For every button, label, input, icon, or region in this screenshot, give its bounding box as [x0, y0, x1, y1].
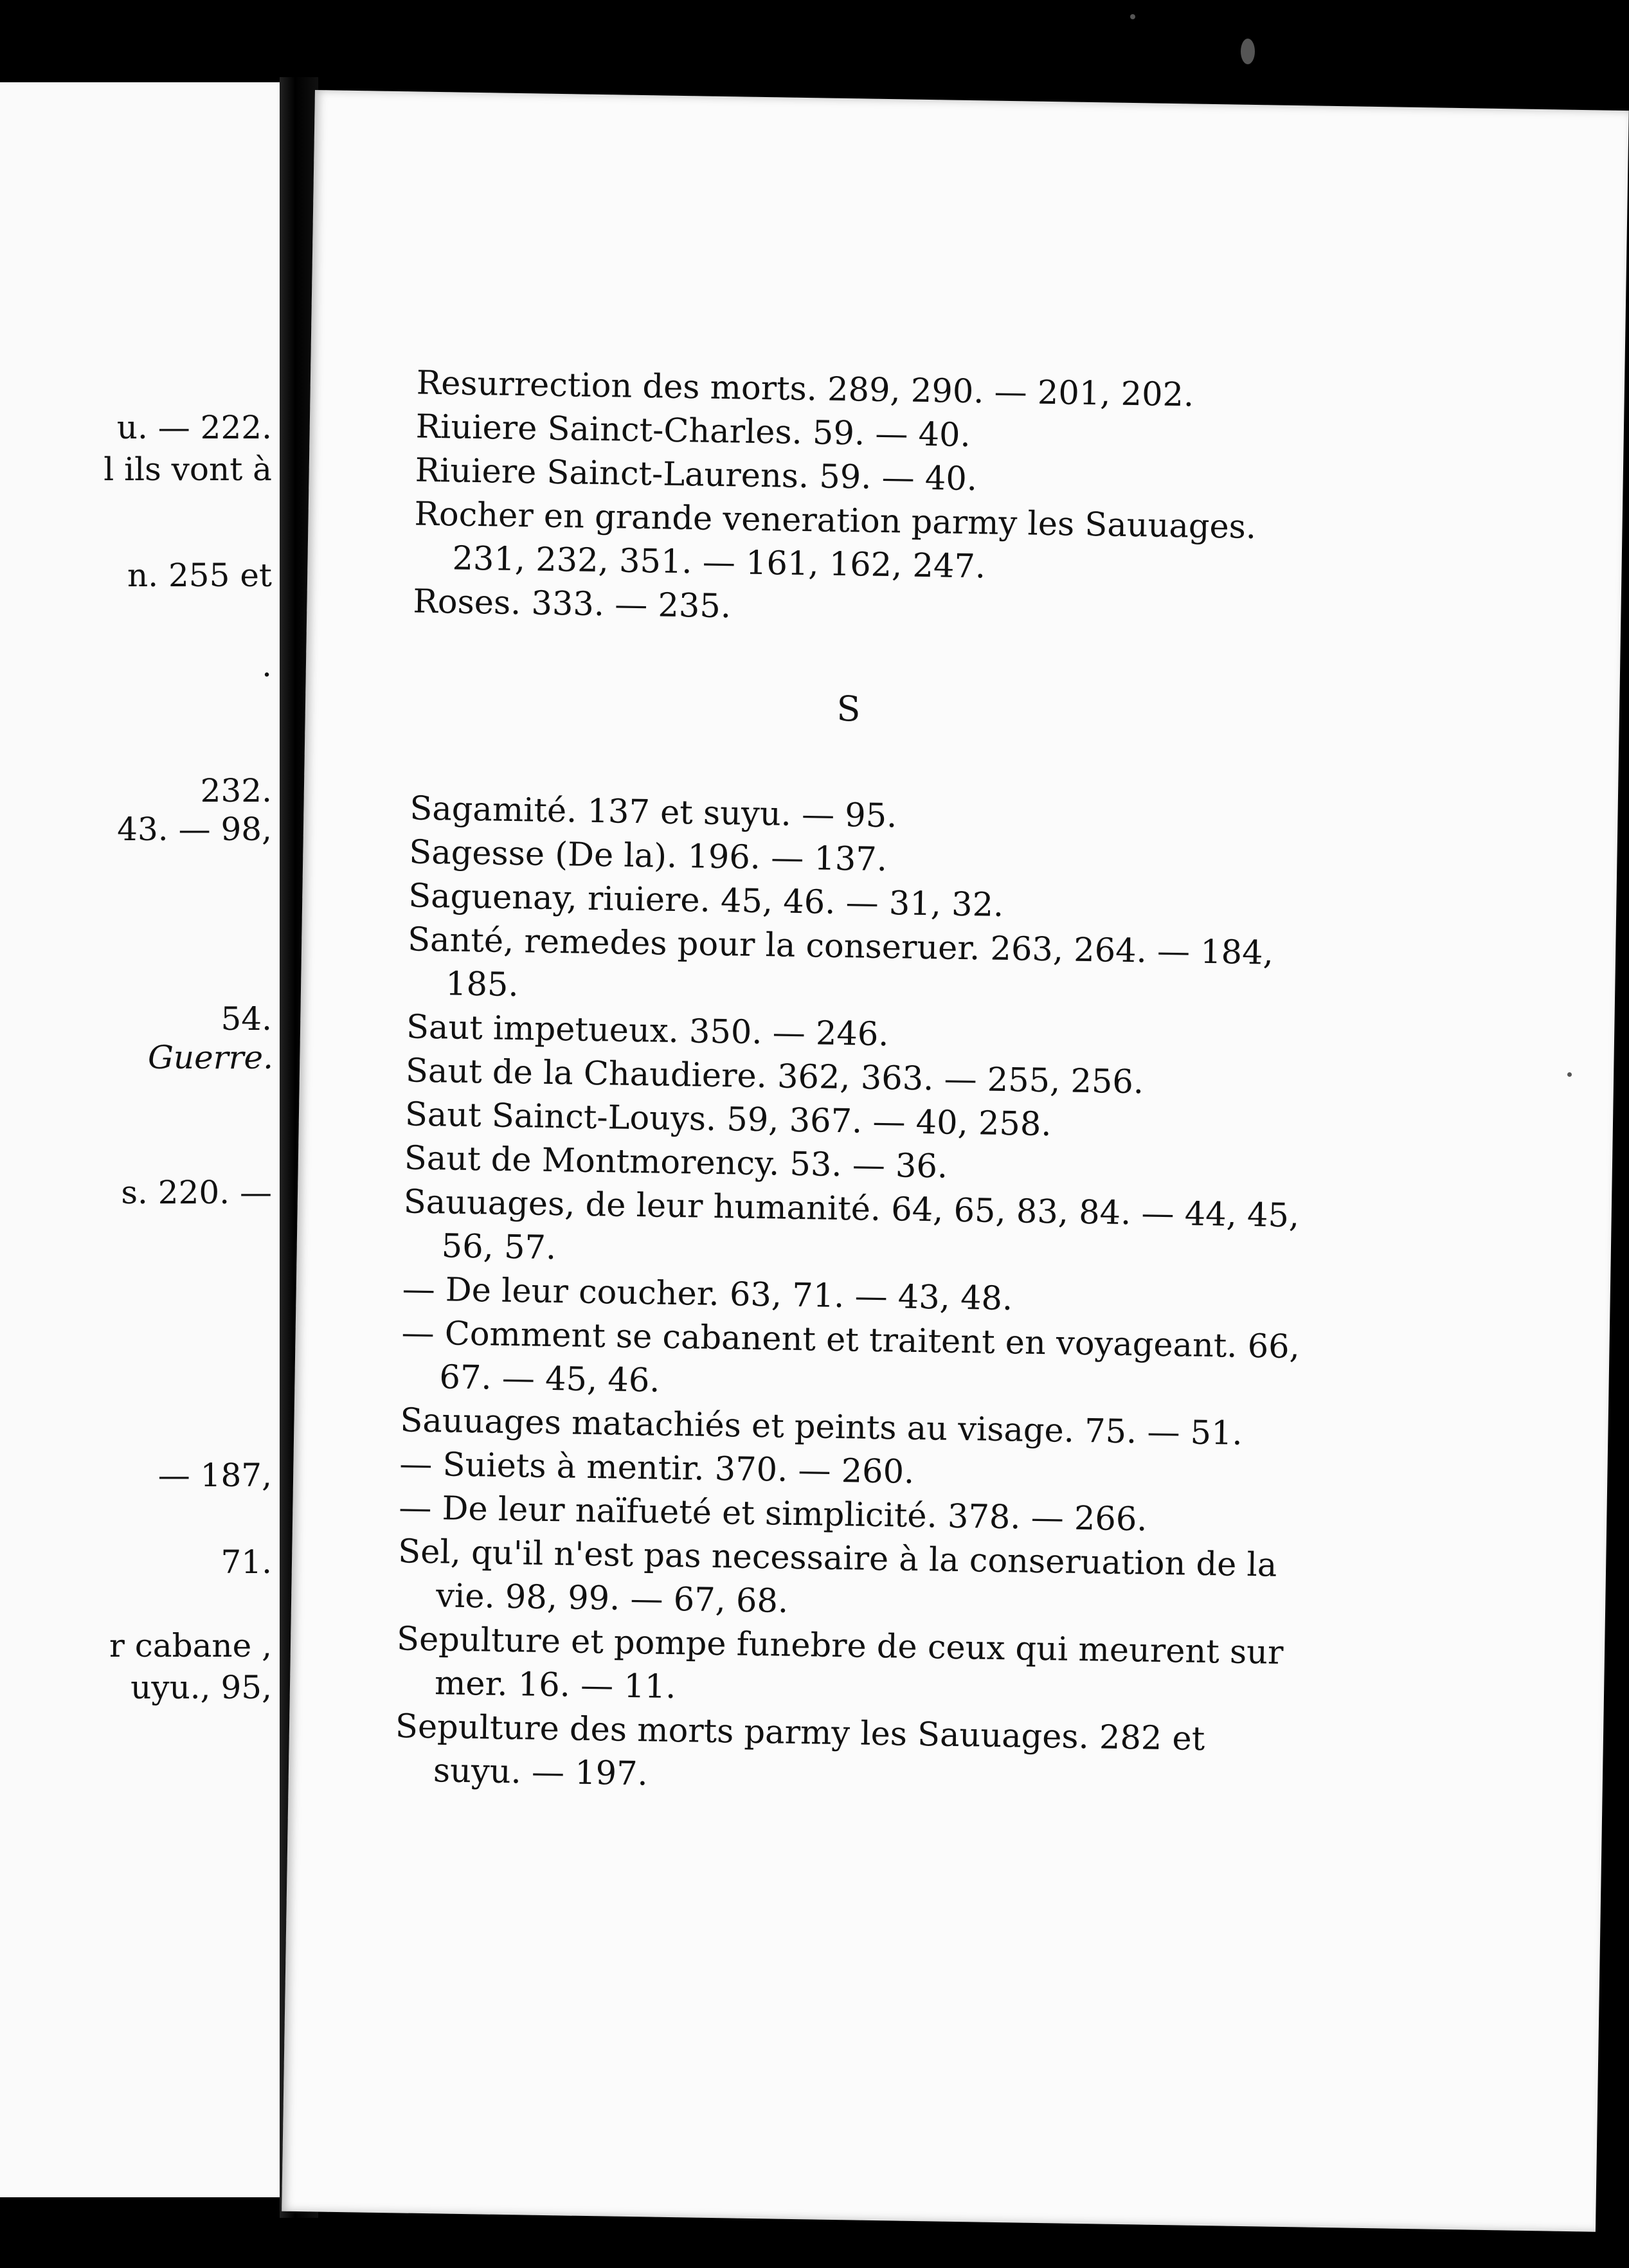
- scan-speck: [1567, 1072, 1572, 1077]
- previous-page-fragment-line: 54.: [221, 1000, 272, 1038]
- index-entry: Sagamité. 137 et suyu. — 95.: [409, 789, 897, 836]
- index-entries-r: [413, 362, 1317, 638]
- previous-page-fragment-line: n. 255 et: [127, 557, 272, 594]
- index-entry: Roses. 333. — 235.: [413, 582, 732, 626]
- index-entry: Sauuages, de leur humanité. 64, 65, 83, 84. — 44, 45, 56, 57.: [403, 1183, 1300, 1268]
- index-entry: Sepulture et pompe funebre de ceux qui meurent sur mer. 16. — 11.: [396, 1620, 1284, 1707]
- index-entry: Resurrection des morts. 289, 290. — 201, 202.: [416, 364, 1194, 415]
- index-entry: Riuiere Sainct-Charles. 59. — 40.: [415, 408, 971, 455]
- index-entry: Sauuages matachiés et peints au visage. 75. — 51.: [400, 1401, 1243, 1453]
- index-entry: Rocher en grande veneration parmy les Sauuages. 231, 232, 351. — 161, 162, 247.: [414, 495, 1257, 586]
- previous-page-fragment-line: uyu., 95,: [130, 1669, 272, 1706]
- section-letter: S: [836, 688, 861, 730]
- previous-page-fragment: [0, 82, 282, 2197]
- previous-page-fragment-line: u. — 222.: [116, 409, 272, 446]
- index-entry: Riuiere Sainct-Laurens. 59. — 40.: [415, 451, 978, 499]
- index-entry: — De leur coucher. 63, 71. — 43, 48.: [402, 1270, 1013, 1318]
- index-entry: Santé, remedes pour la conseruer. 263, 264. — 184, 185.: [407, 921, 1274, 1005]
- index-entry: Saut Sainct-Louys. 59, 367. — 40, 258.: [404, 1095, 1052, 1144]
- index-entry: Sagesse (De la). 196. — 137.: [408, 833, 888, 879]
- scan-speck: [1241, 39, 1255, 64]
- previous-page-fragment-line: s. 220. —: [121, 1174, 272, 1211]
- scan-speck: [1130, 14, 1135, 19]
- previous-page-fragment-line: 232.: [200, 772, 272, 809]
- index-entry: Saut de la Chaudiere. 362, 363. — 255, 256.: [405, 1052, 1144, 1102]
- previous-page-fragment-line: l ils vont à: [104, 451, 272, 488]
- index-entry: Saguenay, riuiere. 45, 46. — 31, 32.: [408, 877, 1004, 924]
- index-entry: — Comment se cabanent et traitent en voyageant. 66, 67. — 45, 46.: [401, 1314, 1300, 1400]
- previous-page-fragment-line: 71.: [221, 1544, 272, 1581]
- index-entry: Sepulture des morts parmy les Sauuages. 282 et suyu. — 197.: [395, 1707, 1205, 1794]
- index-entry: — Suiets à mentir. 370. — 260.: [399, 1445, 915, 1491]
- index-page: [282, 90, 1629, 2232]
- index-column: [394, 362, 1317, 1807]
- index-entry: Saut impetueux. 350. — 246.: [406, 1008, 889, 1054]
- previous-page-fragment-line: 43. — 98,: [117, 811, 272, 848]
- index-entry: Sel, qu'il n'est pas necessaire à la conseruation de la vie. 98, 99. — 67, 68.: [397, 1533, 1277, 1621]
- previous-page-fragment-line: Guerre.: [147, 1039, 273, 1076]
- previous-page-fragment-line: r cabane ,: [109, 1627, 272, 1664]
- index-entry: Saut de Montmorency. 53. — 36.: [404, 1139, 948, 1186]
- index-entry: — De leur naïfueté et simplicité. 378. — 266.: [398, 1489, 1148, 1539]
- previous-page-fragment-line: — 187,: [158, 1457, 272, 1494]
- previous-page-fragment-line: .: [262, 647, 272, 684]
- index-entries-s: [394, 787, 1310, 1806]
